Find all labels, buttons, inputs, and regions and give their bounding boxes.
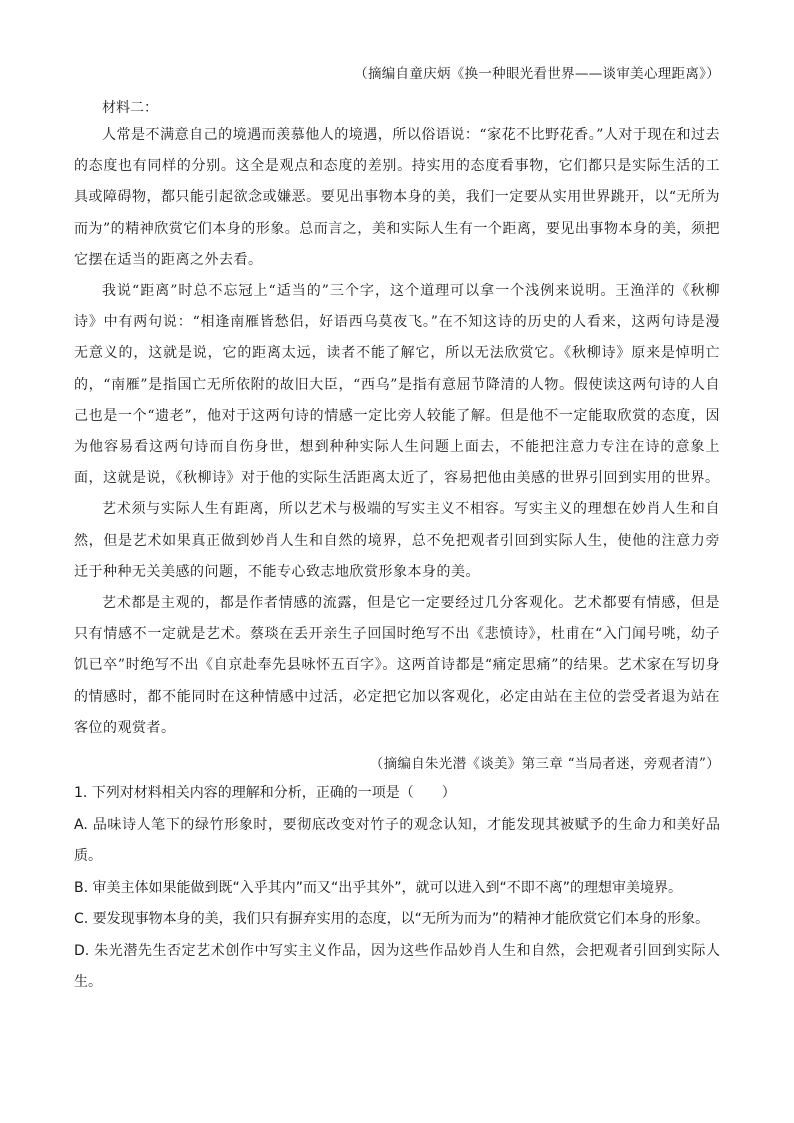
paragraph-4: 艺术都是主观的，都是作者情感的流露，但是它一定要经过几分客观化。艺术都要有情感，但是只有情感不一定就是艺术。蔡琰在丢开亲生子回国时绝写不出《悲愤诗》，杜甫在“入门闻号咷，幼子饥已卒”时绝写不出《自京赴奉先县咏怀五百字》。这两首诗都是“痛定思痛”的结果。艺术家在写切身的情感时，都不能同时在这种情感中过活，必定把它加以客观化，必定由站在主位的尝受者退为站在客位的观赏者。 — [74, 595, 720, 736]
source-citation-bottom: （摘编自朱光潜《谈美》第三章 “当局者迷，旁观者清”） — [369, 756, 720, 773]
material-label: 材料二： — [102, 100, 158, 116]
paragraph-2: 我说“距离”时总不忘冠上“适当的”三个字，这个道理可以拿一个浅例来说明。王渔洋的《秋柳诗》中有两句说：“相逢南雁皆愁侣，好语西乌莫夜飞。”在不知这诗的历史的人看来，这两句诗是漫无意义的，这就是说，它的距离太远，读者不能了解它，所以无法欣赏它。《秋柳诗》原来是悼明亡的，“南雁”是指国亡无所依附的故旧大臣，“西乌”是指有意屈节降清的人物。假使读这两句诗的人自己也是一个“遗老”，他对于这两句诗的情感一定比旁人较能了解。但是他不一定能取欣赏的态度，因为他容易看这两句诗而自伤身世，想到种种实际人生问题上面去，不能把注意力专注在诗的意象上面，这就是说，《秋柳诗》对于他的实际生活距离太近了，容易把他由美感的世界引回到实用的世界。 — [74, 283, 720, 487]
question-stem: 1. 下列对材料相关内容的理解和分析，正确的一项是（ ） — [74, 785, 456, 802]
document-page — [74, 62, 720, 999]
paragraph-3: 艺术须与实际人生有距离，所以艺术与极端的写实主义不相容。写实主义的理想在妙肖人生和自然，但是艺术如果真正做到妙肖人生和自然的境界，总不免把观者引回到实际人生，使他的注意力旁迁于种种无关美感的问题，不能专心致志地欣赏形象本身的美。 — [74, 501, 720, 580]
paragraph-1: 人常是不满意自己的境遇而羡慕他人的境遇，所以俗语说：“家花不比野花香。”人对于现在和过去的态度也有同样的分别。这全是观点和态度的差别。持实用的态度看事物，它们都只是实际生活的工具或障碍物，都只能引起欲念或嫌恶。要见出事物本身的美，我们一定要从实用世界跳开，以“无所为而为”的精神欣赏它们本身的形象。总而言之，美和实际人生有一个距离，要见出事物本身的美，须把它摆在适当的距离之外去看。 — [74, 127, 720, 268]
option-b: B. 审美主体如果能做到既“入乎其内”而又“出乎其外”，就可以进入到“不即不离”的理想审美境界。 — [74, 879, 683, 896]
question-block — [74, 778, 720, 999]
option-d: D. 朱光潜先生否定艺术创作中写实主义作品，因为这些作品妙肖人生和自然，会把观者引回到实际人生。 — [74, 942, 720, 991]
option-a: A. 品味诗人笔下的绿竹形象时，要彻底改变对竹子的观念认知，才能发现其被赋予的生命力和美好品质。 — [74, 816, 720, 865]
source-citation-top: （摘编自童庆炳《换一种眼光看世界——谈审美心理距离》） — [354, 66, 720, 82]
option-c: C. 要发现事物本身的美，我们只有摒弃实用的态度，以“无所为而为”的精神才能欣赏它们本身的形象。 — [74, 911, 710, 928]
